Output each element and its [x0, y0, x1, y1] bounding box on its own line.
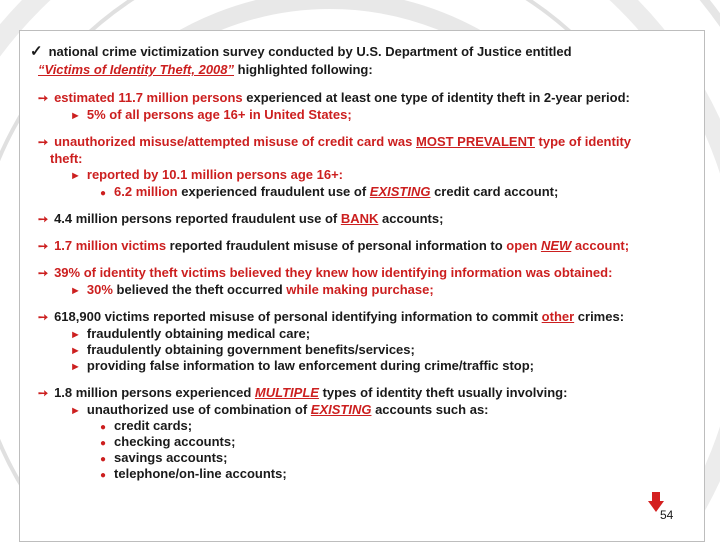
bullet-5-sub-1-text-end: while making purchase; — [286, 282, 434, 297]
bullet-4-emphasis: NEW — [540, 238, 572, 253]
bullet-2-dot-1-red: 6.2 million — [114, 184, 182, 199]
bullet-2 — [38, 134, 631, 151]
bullet-2-dot-1-emphasis: EXISTING — [369, 184, 431, 199]
bullet-3-text-end: accounts; — [378, 211, 444, 226]
triangle-icon: ► — [70, 405, 81, 417]
bullet-5-sub-1-red: 30% — [86, 282, 117, 297]
bullet-5-sub-1 — [70, 282, 434, 300]
triangle-icon: ► — [70, 361, 81, 373]
intro-line — [30, 44, 572, 61]
bullet-4-text-red: 1.7 million victims — [54, 238, 170, 253]
arrow-icon: ➙ — [38, 239, 49, 253]
page-number: 54 — [660, 508, 674, 522]
bullet-2-emphasis: MOST PREVALENT — [416, 134, 535, 149]
bullet-4 — [38, 238, 629, 255]
bullet-1-text: experienced at least one type of identity theft in 2-year period: — [246, 90, 630, 105]
bullet-7-sub-1-text-end: accounts such as: — [371, 402, 489, 417]
bullet-5-text: 39% of identity theft victims believed they knew how identifying information was obtained: — [54, 265, 613, 280]
arrow-icon: ➙ — [38, 310, 49, 324]
bullet-4-text: reported fraudulent misuse of personal information to — [169, 238, 507, 253]
arrow-icon: ➙ — [38, 212, 49, 226]
dot-icon: ● — [100, 188, 107, 199]
arrow-icon: ➙ — [38, 91, 49, 105]
bullet-2-wrap — [50, 151, 83, 168]
triangle-icon: ► — [70, 329, 81, 341]
bullet-7-dot-2-text: checking accounts; — [114, 434, 236, 449]
bullet-5 — [38, 265, 612, 282]
bullet-1-sub-1-text: 5% of all persons age 16+ in United States; — [86, 107, 352, 122]
bullet-2-dot-1-text: experienced fraudulent use of — [181, 184, 370, 199]
bullet-2-text-end: type of identity — [534, 134, 631, 149]
bullet-2-dot-1-text-end: credit card account; — [430, 184, 559, 199]
intro-text: national crime victimization survey conducted by U.S. Department of Justice entitled — [48, 44, 572, 59]
bullet-3-emphasis: BANK — [340, 211, 379, 226]
bullet-4-text-open: open — [506, 238, 541, 253]
bullet-6-emphasis: other — [541, 309, 575, 324]
bullet-6-sub-2-text: fraudulently obtaining government benefits/services; — [86, 342, 415, 357]
triangle-icon: ► — [70, 110, 81, 122]
bullet-6-text-end: crimes: — [574, 309, 625, 324]
arrow-icon: ➙ — [38, 386, 49, 400]
bullet-2-sub-1-text: reported by 10.1 million persons age 16+: — [86, 167, 344, 182]
bullet-7-emphasis: MULTIPLE — [254, 385, 319, 400]
bullet-2-sub-1 — [70, 167, 343, 185]
dot-icon: ● — [100, 470, 107, 481]
bullet-6-text: 618,900 victims reported misuse of personal identifying information to commit — [54, 309, 542, 324]
dot-icon: ● — [100, 454, 107, 465]
dot-icon: ● — [100, 438, 107, 449]
bullet-7-text-end: types of identity theft usually involving: — [318, 385, 568, 400]
bullet-5-sub-1-text: believed the theft occurred — [116, 282, 287, 297]
bullet-3-text: 4.4 million persons reported fraudulent use of — [54, 211, 341, 226]
bullet-2-text: unauthorized misuse/attempted misuse of credit card was — [54, 134, 416, 149]
bullet-6-sub-3-text: providing false information to law enforcement during crime/traffic stop; — [86, 358, 534, 373]
triangle-icon: ► — [70, 345, 81, 357]
intro-text-after-title: highlighted following: — [234, 62, 373, 77]
arrow-icon: ➙ — [38, 135, 49, 149]
bullet-6-sub-2 — [70, 342, 415, 360]
bullet-7-sub-1-emphasis: EXISTING — [310, 402, 372, 417]
dot-icon: ● — [100, 422, 107, 433]
bullet-6-sub-1 — [70, 326, 310, 344]
bullet-1-text-red: estimated 11.7 million persons — [54, 90, 247, 105]
bullet-1 — [38, 90, 630, 107]
bullet-7-dot-3-text: savings accounts; — [114, 450, 228, 465]
triangle-icon: ► — [70, 170, 81, 182]
bullet-3 — [38, 211, 443, 228]
bullet-6-sub-3 — [70, 358, 534, 376]
bullet-7-text: 1.8 million persons experienced — [54, 385, 255, 400]
bullet-7 — [38, 385, 567, 402]
bullet-7-dot-1-text: credit cards; — [114, 418, 193, 433]
bullet-7-dot-4-text: telephone/on-line accounts; — [114, 466, 287, 481]
bullet-2-text-wrap: theft: — [50, 151, 83, 166]
report-title: “Victims of Identity Theft, 2008” — [38, 62, 235, 77]
bullet-7-dot-4 — [100, 466, 287, 485]
bullet-6-sub-1-text: fraudulently obtaining medical care; — [86, 326, 311, 341]
triangle-icon: ► — [70, 285, 81, 297]
checkmark-icon: ✓ — [30, 43, 43, 60]
bullet-6 — [38, 309, 624, 326]
intro-title-line — [38, 62, 373, 79]
bullet-7-sub-1-text: unauthorized use of combination of — [86, 402, 311, 417]
bullet-7-sub-1 — [70, 402, 489, 420]
bullet-2-dot-1 — [100, 184, 558, 203]
arrow-icon: ➙ — [38, 266, 49, 280]
bullet-4-text-end: account; — [571, 238, 630, 253]
bullet-1-sub-1 — [70, 107, 352, 125]
